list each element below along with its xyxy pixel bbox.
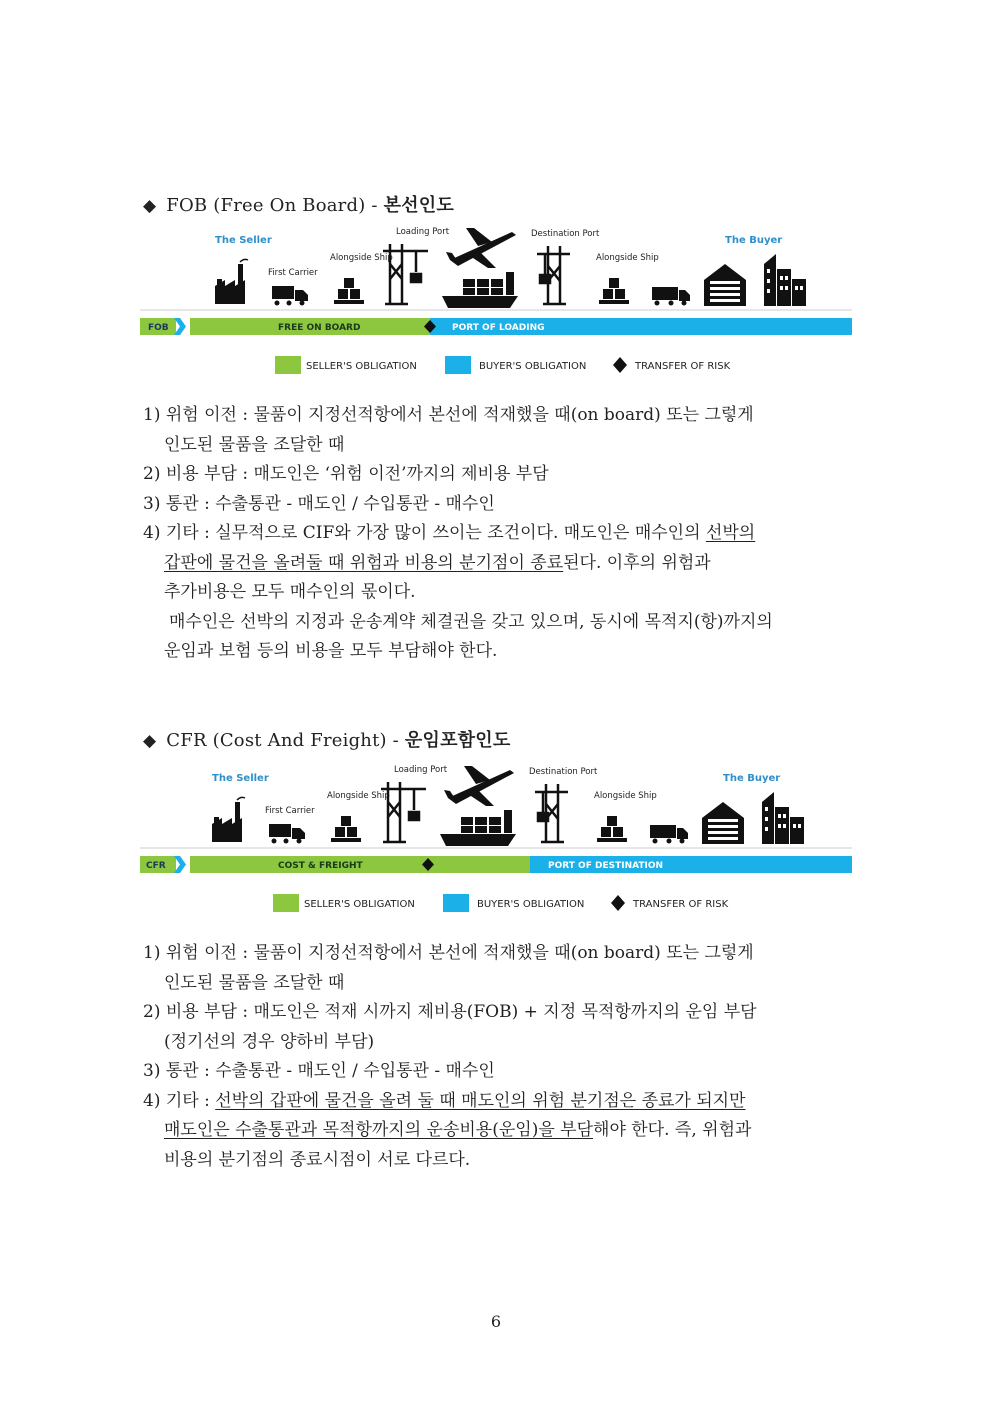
fob-item-4-cont4: 운임과 보험 등의 비용을 모두 부담해야 한다. <box>164 641 498 661</box>
seller-label: The Seller <box>215 235 272 246</box>
fob-item-2: 2) 비용 부담 : 매도인은 ‘위험 이전’까지의 제비용 부담 <box>143 464 549 484</box>
fob-item-4: 4) 기타 : 실무적으로 CIF와 가장 많이 쓰이는 조건이다. 매도인은 매수인의 선박의 <box>143 523 756 543</box>
cfr-item-1-cont: 인도된 물품을 조달한 때 <box>164 972 345 993</box>
fob-item-1: 1) 위험 이전 : 물품이 지정선적항에서 본선에 적재했을 때(on board) 또는 그렇게 <box>143 405 754 425</box>
blue-bar-label: PORT OF LOADING <box>452 323 545 333</box>
green-bar-label: COST & FREIGHT <box>278 861 363 871</box>
term-label: CFR <box>146 861 166 871</box>
cfr-item-4: 4) 기타 : 선박의 갑판에 물건을 올려 둘 때 매도인의 위험 분기점은 종료가 되지만 <box>143 1090 746 1111</box>
fob-item-4-cont3: 매수인은 선박의 지정과 운송계약 체결권을 갖고 있으며, 동시에 목적지(항)까지의 <box>169 611 773 632</box>
boxes-icon <box>331 816 361 842</box>
alongside-ship2-label: Alongside Ship <box>596 253 659 263</box>
fob-heading <box>143 191 454 217</box>
cfr-item-4-cont: 매도인은 수출통관과 목적항까지의 운송비용(운임)을 부담해야 한다. 즉, 위험과 <box>164 1120 752 1140</box>
cfr-diagram <box>140 762 852 922</box>
alongside-ship-label: Alongside Ship <box>330 253 393 263</box>
crane-icon <box>383 244 428 304</box>
first-carrier-label: First Carrier <box>268 268 318 278</box>
legend-risk-diamond-icon <box>613 357 627 373</box>
factory-icon <box>212 797 245 842</box>
crane-icon <box>535 784 568 842</box>
truck-icon <box>272 286 308 306</box>
seller-label: The Seller <box>212 773 269 784</box>
boxes-icon <box>599 278 629 304</box>
airplane-icon <box>444 766 514 806</box>
cfr-item-3: 3) 통관 : 수출통관 - 매도인 / 수입통관 - 매수인 <box>143 1061 495 1081</box>
green-bar-label: FREE ON BOARD <box>278 323 361 333</box>
diamond-bullet-icon: ◆ <box>143 196 157 216</box>
fob-item-1-cont: 인도된 물품을 조달한 때 <box>164 434 345 455</box>
page-number: 6 <box>490 1312 502 1331</box>
cfr-item-2-cont: (정기선의 경우 양하비 부담) <box>164 1031 375 1052</box>
loading-port-label: Loading Port <box>396 227 450 237</box>
diamond-bullet-icon: ◆ <box>143 731 157 751</box>
fob-title-ko: 본선인도 <box>383 195 454 216</box>
warehouse-icon <box>702 802 744 844</box>
blue-bar-label: PORT OF DESTINATION <box>548 861 664 871</box>
cfr-item-1: 1) 위험 이전 : 물품이 지정선적항에서 본선에 적재했을 때(on board) 또는 그렇게 <box>143 943 754 963</box>
legend-buyer-label: BUYER'S OBLIGATION <box>479 361 587 372</box>
ship-icon <box>440 810 516 846</box>
truck-icon <box>269 824 305 844</box>
alongside-ship-label: Alongside Ship <box>327 791 390 801</box>
factory-icon <box>215 259 248 304</box>
cfr-item-4-cont2: 비용의 분기점의 종료시점이 서로 다르다. <box>164 1149 471 1170</box>
fob-diagram <box>140 224 852 384</box>
destination-port-label: Destination Port <box>529 767 598 777</box>
loading-port-label: Loading Port <box>394 765 448 775</box>
truck-icon <box>652 287 690 306</box>
warehouse-icon <box>704 264 746 306</box>
fob-item-3: 3) 통관 : 수출통관 - 매도인 / 수입통관 - 매수인 <box>143 493 495 514</box>
cfr-title-ko: 운임포함인도 <box>404 730 511 751</box>
ship-icon <box>442 272 518 308</box>
cfr-heading <box>143 726 510 752</box>
buyer-label: The Buyer <box>723 773 781 784</box>
buyer-label: The Buyer <box>725 235 783 246</box>
crane-icon <box>381 782 426 842</box>
legend-risk-label: TRANSFER OF RISK <box>635 361 731 372</box>
destination-port-label: Destination Port <box>531 229 600 239</box>
legend-blue-swatch <box>443 894 469 912</box>
buildings-icon <box>764 254 806 306</box>
legend-seller-label: SELLER'S OBLIGATION <box>306 361 417 372</box>
legend-seller-label: SELLER'S OBLIGATION <box>304 899 415 910</box>
fob-details <box>143 401 855 667</box>
cfr-details <box>143 939 855 1175</box>
buildings-icon <box>762 792 804 844</box>
fob-title-en: FOB (Free On Board) - <box>166 195 384 216</box>
boxes-icon <box>334 278 364 304</box>
legend-buyer-label: BUYER'S OBLIGATION <box>477 899 585 910</box>
truck-icon <box>650 825 688 844</box>
term-label: FOB <box>148 323 169 333</box>
legend-green-swatch <box>275 356 301 374</box>
crane-icon <box>537 246 570 304</box>
cfr-title-en: CFR (Cost And Freight) - <box>166 730 405 751</box>
legend-green-swatch <box>273 894 299 912</box>
cfr-item-2: 2) 비용 부담 : 매도인은 적재 시까지 제비용(FOB) + 지정 목적항까지의 운임 부담 <box>143 1002 757 1022</box>
fob-item-4-cont: 갑판에 물건을 올려둘 때 위험과 비용의 분기점이 종료된다. 이후의 위험과 <box>164 552 711 573</box>
legend-blue-swatch <box>445 356 471 374</box>
first-carrier-label: First Carrier <box>265 806 315 816</box>
legend-risk-label: TRANSFER OF RISK <box>633 899 729 910</box>
airplane-icon <box>446 228 516 268</box>
legend-risk-diamond-icon <box>611 895 625 911</box>
boxes-icon <box>597 816 627 842</box>
alongside-ship2-label: Alongside Ship <box>594 791 657 801</box>
fob-item-4-cont2: 추가비용은 모두 매수인의 몫이다. <box>164 582 416 602</box>
